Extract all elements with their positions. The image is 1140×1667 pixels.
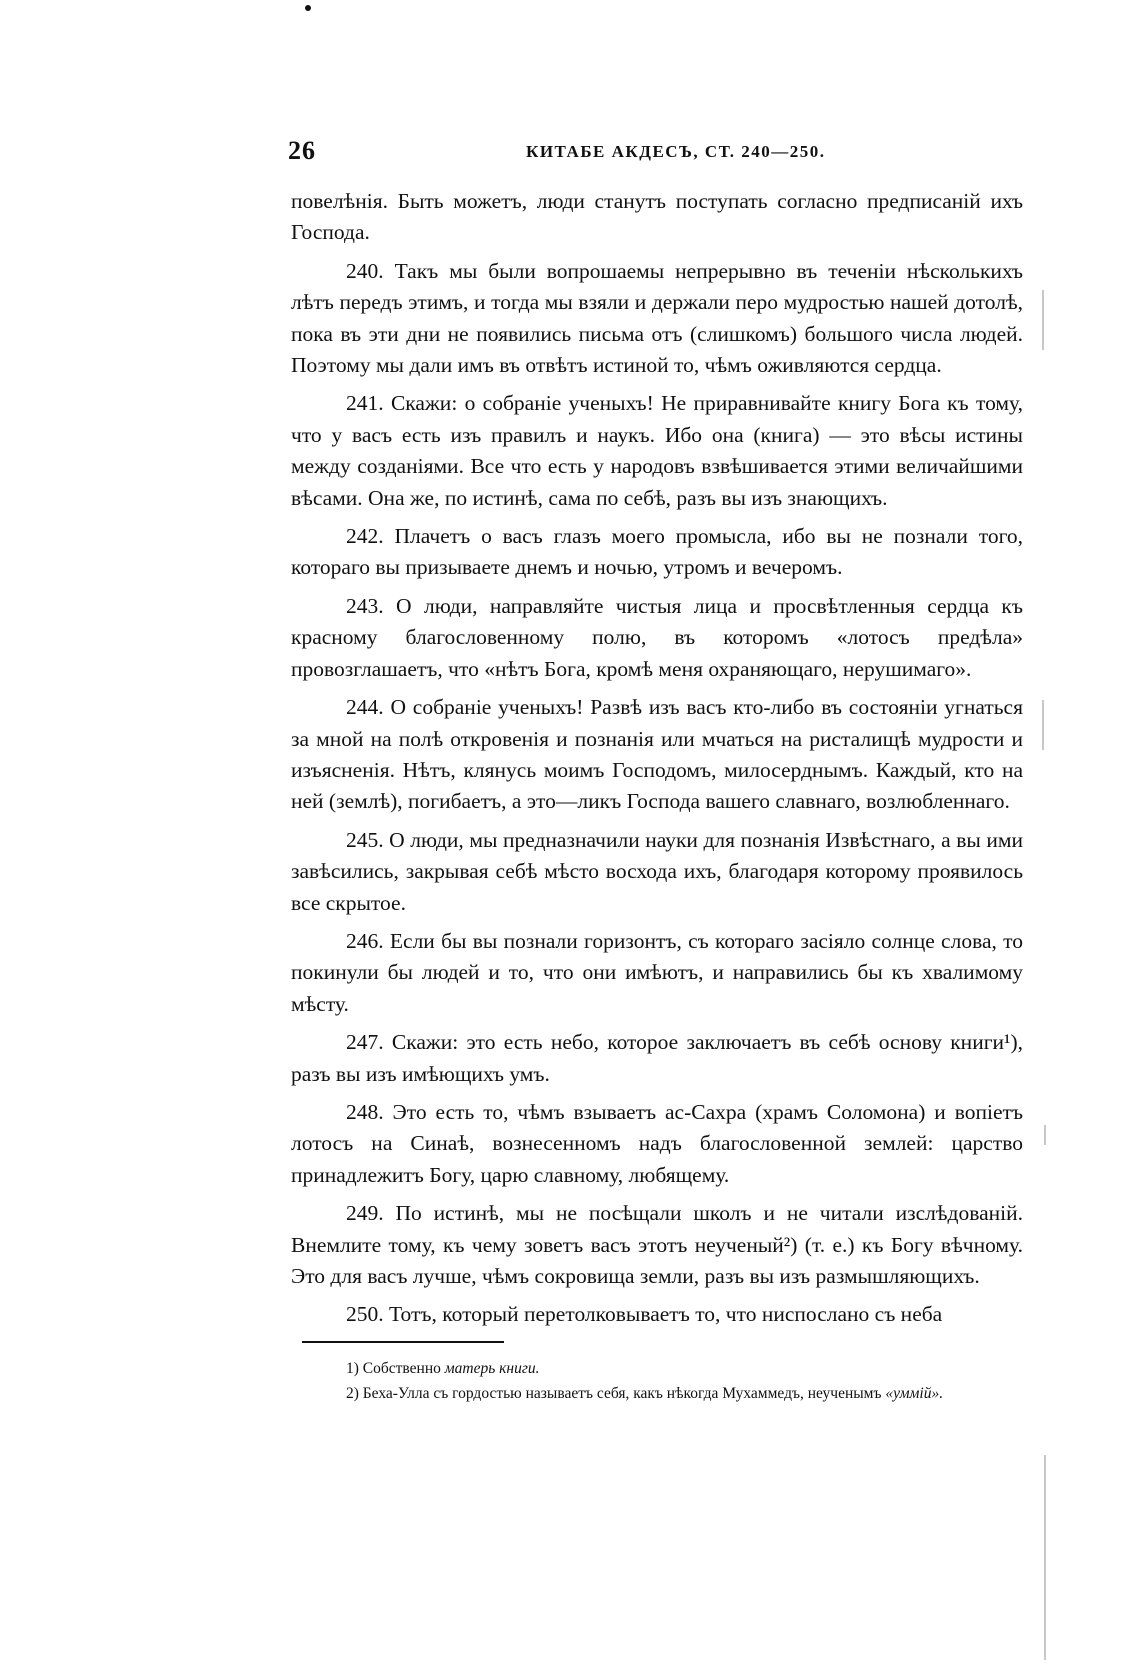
verse-248: 248. Это есть то, чѣмъ взываетъ ас-Сахра (храмъ Соломона) и вопіетъ лотосъ на Синаѣ, вознесенномъ надъ благословенной землей: царство принадлежитъ Богу, царю славному, любящему. — [291, 1099, 1023, 1187]
verse-242: 242. Плачетъ о васъ глазъ моего промысла, ибо вы не познали того, котораго вы призываете днемъ и ночью, утромъ и вечеромъ. — [291, 524, 1023, 580]
footnote-1-text: 1) Собственно — [346, 1360, 445, 1377]
footnote-2 — [291, 1381, 1023, 1406]
running-title: КИТАБЕ АКДЕСЪ, СТ. 240—250. — [526, 142, 826, 161]
main-text — [291, 186, 1023, 1338]
paragraph-continuation: повелѣнія. Быть можетъ, люди станутъ поступать согласно предписаній ихъ Господа. — [291, 189, 1023, 245]
footnote-1-italic: матерь книги. — [444, 1360, 540, 1377]
scan-margin-line — [1042, 700, 1044, 750]
verse-243: 243. О люди, направляйте чистыя лица и просвѣтленныя сердца къ красному благословенному полю, въ которомъ «лотосъ предѣла» провозглашаетъ, что «нѣтъ Бога, кромѣ меня охраняющаго, нерушимаго». — [291, 593, 1023, 681]
footnotes — [291, 1356, 1023, 1406]
footnote-2-text: 2) Беха-Улла съ гордостью называетъ себя, какъ нѣкогда Мухаммедъ, неученымъ — [346, 1385, 886, 1402]
scan-margin-line — [1042, 290, 1044, 350]
verse-250: 250. Тотъ, который перетолковываетъ то, что ниспослано съ неба — [346, 1302, 943, 1327]
scan-margin-line — [1044, 1125, 1046, 1145]
footnote-1 — [291, 1356, 1023, 1381]
footnote-2-italic: «уммій». — [885, 1385, 944, 1402]
verse-247: 247. Скажи: это есть небо, которое заключаетъ въ себѣ основу книги¹), разъ вы изъ имѣющихъ умъ. — [291, 1030, 1023, 1086]
verse-240: 240. Такъ мы были вопрошаемы непрерывно въ теченіи нѣсколькихъ лѣтъ передъ этимъ, и тогда мы взяли и держали перо мудростью нашей дотолѣ, пока въ эти дни не появились письма отъ (слишкомъ) большого числа людей. Поэтому мы дали имъ въ отвѣтъ истиной то, чѣмъ оживляются сердца. — [291, 258, 1023, 378]
footnote-divider — [302, 1341, 504, 1343]
verse-246: 246. Если бы вы познали горизонтъ, съ котораго засіяло солнце слова, то покинули бы людей и то, что они имѣютъ, и направились бы къ хвалимому мѣсту. — [291, 928, 1023, 1016]
ink-dot — [305, 5, 311, 11]
verse-244: 244. О собраніе ученыхъ! Развѣ изъ васъ кто-либо въ состояніи угнаться за мной на полѣ откровенія и познанія или мчаться на ристалищѣ мудрости и изъясненія. Нѣтъ, клянусь моимъ Господомъ, милосерднымъ. Каждый, кто на ней (землѣ), погибаетъ, а это—ликъ Господа вашего славнаго, возлюбленнаго. — [291, 695, 1023, 814]
page-number: 26 — [288, 136, 316, 165]
page-header — [288, 136, 1048, 170]
scan-margin-line — [1044, 1455, 1046, 1660]
verse-241: 241. Скажи: о собраніе ученыхъ! Не приравнивайте книгу Бога къ тому, что у васъ есть изъ правилъ и наукъ. Ибо она (книга) — это вѣсы истины между созданіями. Все что есть у народовъ взвѣшивается этими величайшими вѣсами. Она же, по истинѣ, сама по себѣ, разъ вы изъ знающихъ. — [291, 391, 1023, 510]
verse-245: 245. О люди, мы предназначили науки для познанія Извѣстнаго, а вы ими завѣсились, закрывая себѣ мѣсто восхода ихъ, благодаря которому проявилось все скрытое. — [291, 827, 1023, 915]
verse-249: 249. По истинѣ, мы не посѣщали школъ и не читали изслѣдованій. Внемлите тому, къ чему зоветъ васъ этотъ неученый²) (т. е.) къ Богу вѣчному. Это для васъ лучше, чѣмъ сокровища земли, разъ вы изъ размышляющихъ. — [291, 1201, 1023, 1288]
